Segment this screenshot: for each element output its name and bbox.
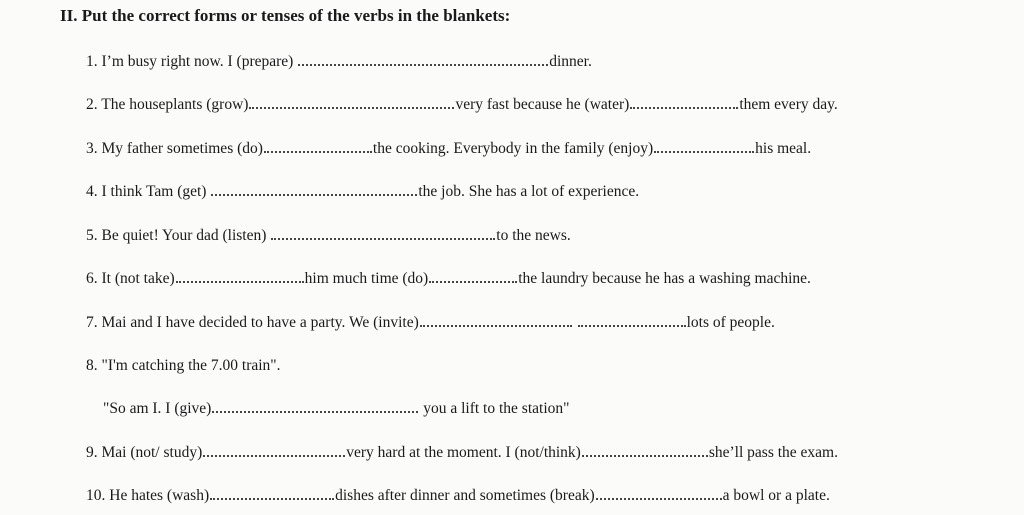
answer-blank[interactable] xyxy=(211,182,417,196)
answer-blank[interactable] xyxy=(203,443,345,457)
answer-blank[interactable] xyxy=(298,52,548,66)
answer-blank[interactable] xyxy=(420,313,572,327)
answer-blank[interactable] xyxy=(596,486,722,500)
question-text: lots of people. xyxy=(686,314,775,331)
question-10 xyxy=(86,486,830,506)
answer-blank[interactable] xyxy=(249,95,454,109)
question-text: the job. She has a lot of experience. xyxy=(418,183,640,200)
question-number: 3. xyxy=(86,140,98,157)
answer-blank[interactable] xyxy=(630,95,738,109)
question-number: 6. xyxy=(86,270,98,287)
answer-blank[interactable] xyxy=(176,269,304,283)
question-text: very hard at the moment. I (not/think) xyxy=(346,444,581,461)
question-3 xyxy=(86,139,811,159)
question-text: "So am I. I (give) xyxy=(103,400,212,417)
question-text: a bowl or a plate. xyxy=(722,487,830,504)
question-number: 4. xyxy=(86,183,98,200)
question-number: 2. xyxy=(86,96,98,113)
question-text: to the news. xyxy=(496,227,571,244)
question-9 xyxy=(86,443,838,463)
question-text: "I'm catching the 7.00 train". xyxy=(101,357,281,374)
question-number: 9. xyxy=(86,444,98,461)
question-text: dinner. xyxy=(549,53,592,70)
question-text: the laundry because he has a washing machine. xyxy=(518,270,811,287)
question-text: the cooking. Everybody in the family (enjoy) xyxy=(372,140,654,157)
question-text: dishes after dinner and sometimes (break) xyxy=(335,487,595,504)
answer-blank[interactable] xyxy=(212,399,418,413)
question-text: Mai and I have decided to have a party. We (invite) xyxy=(101,314,419,331)
question-7 xyxy=(86,313,775,333)
answer-blank[interactable] xyxy=(210,486,334,500)
question-6 xyxy=(86,269,811,289)
question-8-reply xyxy=(103,399,569,419)
question-1 xyxy=(86,52,592,72)
question-text: My father sometimes (do) xyxy=(101,140,263,157)
question-5 xyxy=(86,226,571,246)
question-4 xyxy=(86,182,639,202)
question-text: them every day. xyxy=(739,96,838,113)
question-text: very fast because he (water) xyxy=(455,96,630,113)
question-text: It (not take) xyxy=(101,270,175,287)
question-text: him much time (do) xyxy=(304,270,429,287)
answer-blank[interactable] xyxy=(578,313,686,327)
question-text: The houseplants (grow) xyxy=(101,96,249,113)
answer-blank[interactable] xyxy=(582,443,708,457)
answer-blank[interactable] xyxy=(654,139,754,153)
question-text: she’ll pass the exam. xyxy=(708,444,838,461)
question-text: I’m busy right now. I (prepare) xyxy=(101,53,294,70)
question-number: 7. xyxy=(86,314,98,331)
answer-blank[interactable] xyxy=(271,226,495,240)
answer-blank[interactable] xyxy=(429,269,517,283)
question-number: 10. xyxy=(86,487,106,504)
exercise-title: II. Put the correct forms or tenses of the verbs in the blankets: xyxy=(60,6,511,25)
answer-blank[interactable] xyxy=(264,139,372,153)
question-text: you a lift to the station" xyxy=(423,400,570,417)
question-number: 1. xyxy=(86,53,98,70)
question-text: Mai (not/ study) xyxy=(101,444,203,461)
question-number: 5. xyxy=(86,227,98,244)
question-number: 8. xyxy=(86,357,98,374)
question-text: I think Tam (get) xyxy=(101,183,207,200)
question-2 xyxy=(86,95,838,115)
question-text: Be quiet! Your dad (listen) xyxy=(101,227,267,244)
question-8 xyxy=(86,356,281,376)
question-text: his meal. xyxy=(755,140,812,157)
question-text: He hates (wash) xyxy=(109,487,210,504)
